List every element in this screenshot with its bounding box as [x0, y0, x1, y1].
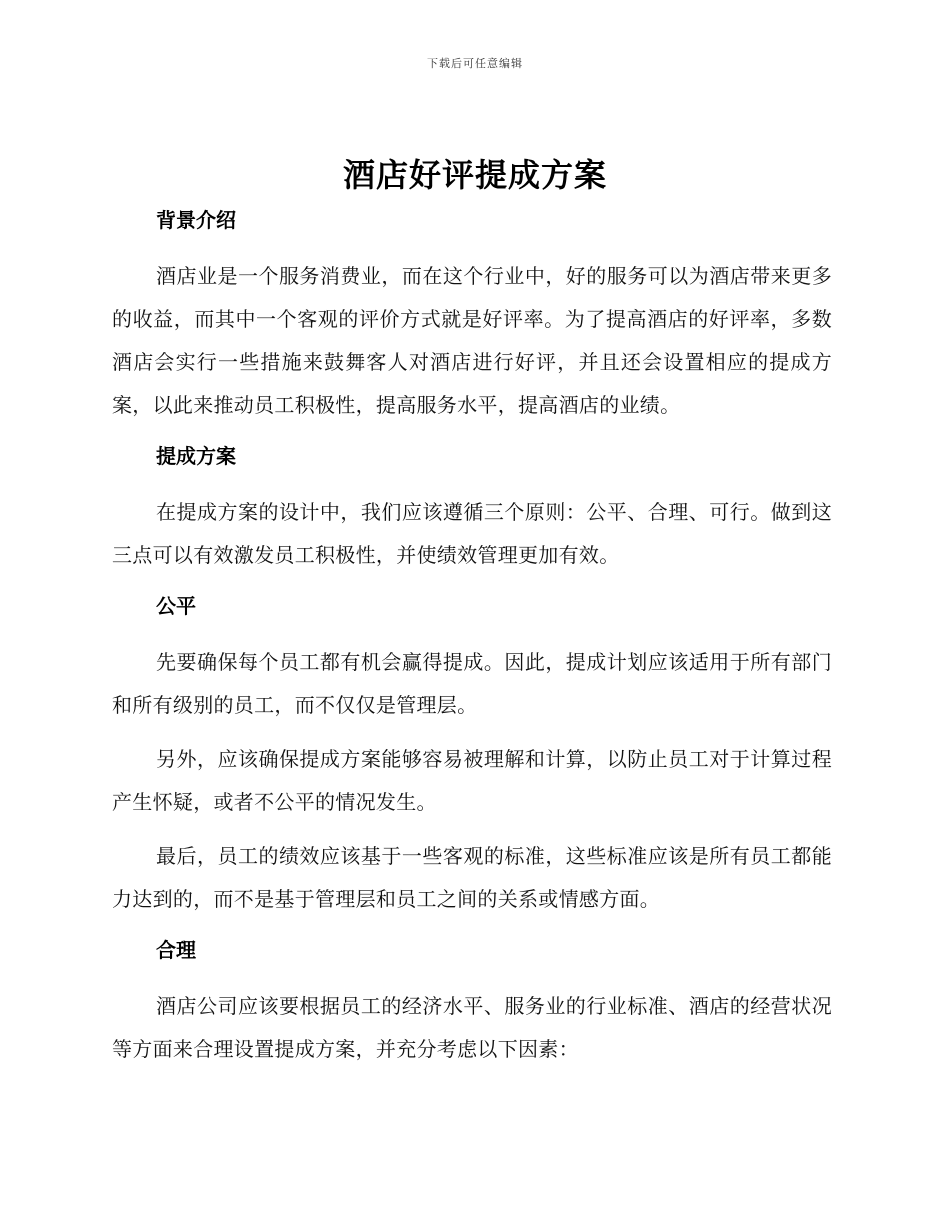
section-heading-background: 背景介绍	[156, 208, 236, 232]
document-body	[112, 205, 832, 1071]
section-heading-reasonableness: 合理	[156, 938, 196, 962]
paragraph: 最后，员工的绩效应该基于一些客观的标准，这些标准应该是所有员工都能力达到的，而不是基于管理层和员工之间的关系或情感方面。	[112, 844, 832, 911]
section-heading-fairness: 公平	[156, 594, 196, 618]
paragraph: 酒店公司应该要根据员工的经济水平、服务业的行业标准、酒店的经营状况等方面来合理设置提成方案，并充分考虑以下因素：	[112, 994, 832, 1061]
paragraph: 另外，应该确保提成方案能够容易被理解和计算，以防止员工对于计算过程产生怀疑，或者不公平的情况发生。	[112, 747, 832, 814]
paragraph: 酒店业是一个服务消费业，而在这个行业中，好的服务可以为酒店带来更多的收益，而其中一个客观的评价方式就是好评率。为了提高酒店的好评率，多数酒店会实行一些措施来鼓舞客人对酒店进行好评，并且还会设置相应的提成方案，以此来推动员工积极性，提高服务水平，提高酒店的业绩。	[112, 264, 832, 417]
header-note: 下载后可任意编辑	[427, 57, 523, 70]
section-heading-commission-plan: 提成方案	[156, 444, 236, 468]
document-title: 酒店好评提成方案	[342, 156, 607, 194]
paragraph: 先要确保每个员工都有机会赢得提成。因此，提成计划应该适用于所有部门和所有级别的员工，而不仅仅是管理层。	[112, 650, 832, 717]
paragraph: 在提成方案的设计中，我们应该遵循三个原则：公平、合理、可行。做到这三点可以有效激发员工积极性，并使绩效管理更加有效。	[112, 500, 832, 567]
